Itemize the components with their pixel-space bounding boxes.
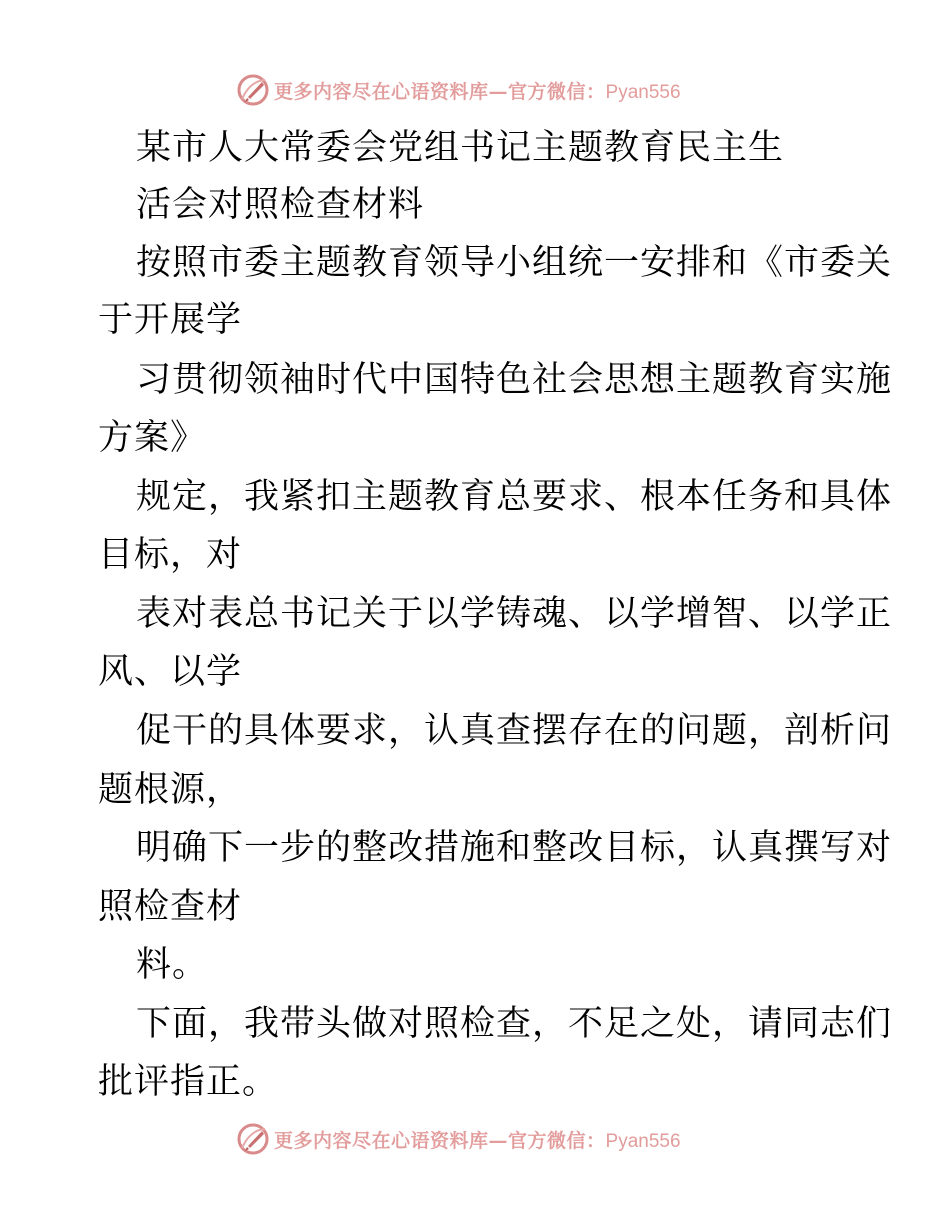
paragraph-line: 于开展学 [98,300,243,340]
paragraph-line: 明确下一步的整改措施和整改目标，认真撰写对 [136,828,893,868]
paragraph-line: 习贯彻领袖时代中国特色社会思想主题教育实施 [136,360,893,400]
paragraph-line: 下面，我带头做对照检查，不足之处，请同志们 [136,1004,893,1044]
watermark-text-cn: 更多内容尽在心语资料库—官方微信： [274,80,606,103]
footer-watermark [236,1121,681,1157]
paragraph-line: 表对表总书记关于以学铸魂、以学增智、以学正 [136,594,893,634]
paragraph-line: 方案》 [98,418,207,458]
watermark-text [274,1126,681,1153]
pen-circle-logo-icon [236,1122,270,1156]
paragraph-line: 料。 [136,945,209,985]
pen-circle-logo-icon [236,73,270,107]
paragraph-line: 促干的具体要求，认真查摆存在的问题，剖析问 [136,711,893,751]
paragraph-line: 风、以学 [98,652,243,692]
title-line-2: 活会对照检查材料 [136,185,425,225]
header-watermark [236,72,681,108]
watermark-text-cn: 更多内容尽在心语资料库—官方微信： [274,1129,606,1152]
paragraph-line: 目标，对 [98,535,243,575]
paragraph-line: 规定，我紧扣主题教育总要求、根本任务和具体 [136,477,893,517]
watermark-text [274,77,681,104]
watermark-text-latin: Pyan556 [605,81,681,103]
title-line-1: 某市人大常委会党组书记主题教育民主生 [136,128,785,168]
paragraph-line: 按照市委主题教育领导小组统一安排和《市委关 [136,243,893,283]
paragraph-line: 题根源， [98,770,243,810]
paragraph-line: 批评指正。 [98,1062,279,1102]
paragraph-line: 照检查材 [98,887,243,927]
watermark-text-latin: Pyan556 [605,1130,681,1152]
